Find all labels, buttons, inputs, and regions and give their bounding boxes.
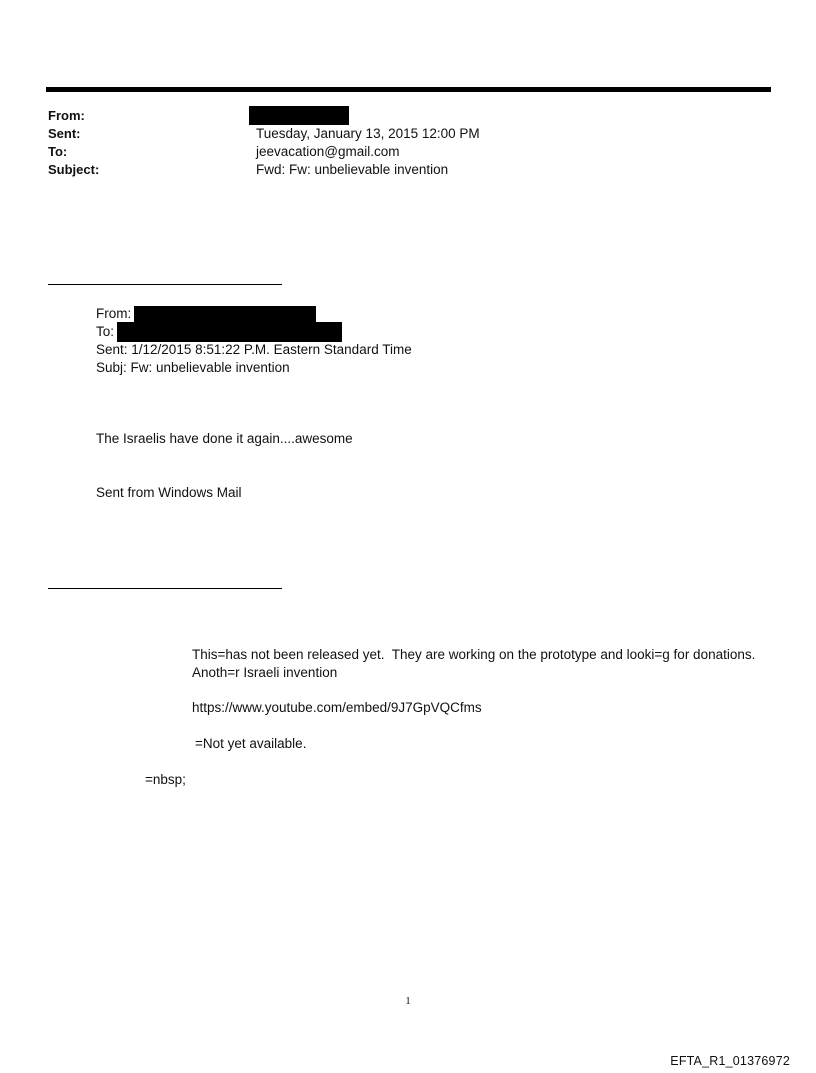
availability-note: =Not yet available. bbox=[195, 736, 307, 751]
bates-number: EFTA_R1_01376972 bbox=[670, 1054, 790, 1068]
sent-value: Tuesday, January 13, 2015 12:00 PM bbox=[256, 126, 480, 141]
redacted-fwd-recipient bbox=[117, 322, 342, 342]
nbsp-text: =nbsp; bbox=[145, 772, 186, 787]
page-number: 1 bbox=[405, 995, 411, 1007]
fwd-to-label: To: bbox=[96, 324, 115, 339]
top-rule bbox=[46, 87, 771, 92]
fwd-signature: Sent from Windows Mail bbox=[96, 485, 242, 500]
inner-line-1: This=has not been released yet. They are working on the prototype and looki=g for donations. bbox=[192, 647, 756, 662]
from-label: From: bbox=[48, 108, 85, 123]
separator-rule-1 bbox=[48, 284, 282, 285]
youtube-link[interactable]: https://www.youtube.com/embed/9J7GpVQCfms bbox=[192, 700, 482, 715]
fwd-subject-line: Subj: Fw: unbelievable invention bbox=[96, 360, 290, 375]
fwd-from-label: From: bbox=[96, 306, 132, 321]
redacted-fwd-sender bbox=[134, 306, 316, 322]
fwd-message-text: The Israelis have done it again....awesome bbox=[96, 431, 353, 446]
sent-label: Sent: bbox=[48, 126, 81, 141]
subject-label: Subject: bbox=[48, 162, 100, 177]
redacted-sender bbox=[249, 106, 349, 125]
separator-rule-2 bbox=[48, 588, 282, 589]
inner-line-2: Anoth=r Israeli invention bbox=[192, 665, 338, 680]
subject-value: Fwd: Fw: unbelievable invention bbox=[256, 162, 449, 177]
fwd-sent-line: Sent: 1/12/2015 8:51:22 P.M. Eastern Standard Time bbox=[96, 342, 412, 357]
to-label: To: bbox=[48, 144, 68, 159]
to-value: jeevacation@gmail.com bbox=[256, 144, 400, 159]
